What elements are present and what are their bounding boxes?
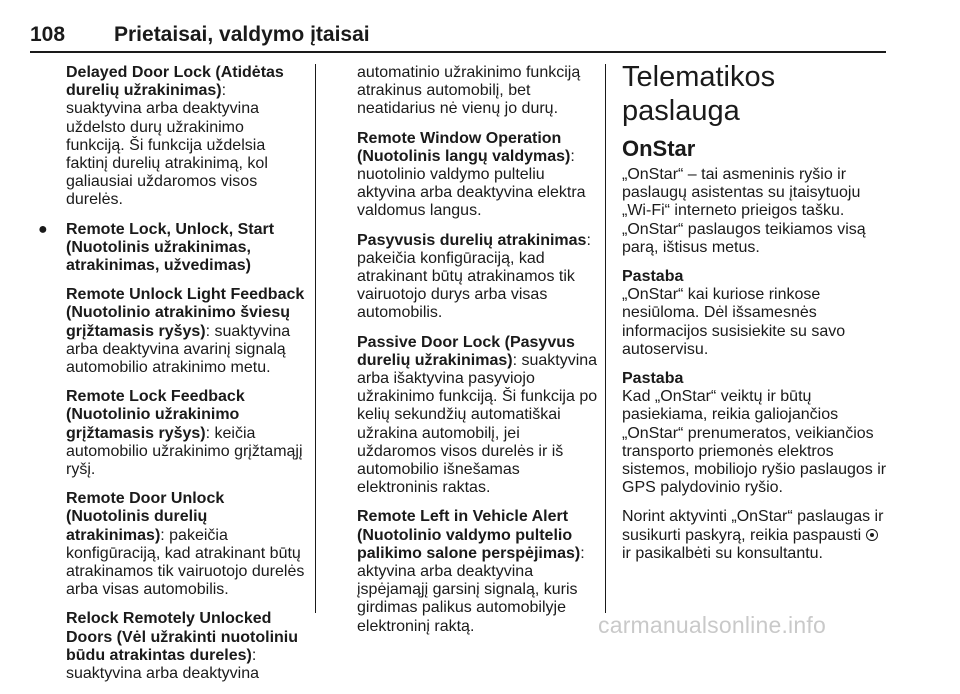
paragraph-delayed-door-lock [66, 64, 306, 210]
note-1 [622, 268, 890, 359]
definition: : pakeičia konfigūraciją, kad atrakinant būtų atrakinamos tik vairuotojo durelės arba visas automobilis. [66, 526, 305, 599]
column-divider-2 [605, 64, 606, 613]
bullet-heading-remote-lock [38, 220, 306, 276]
definition: : keičia automobilio užrakinimo grįžtamąjį ryšį. [66, 424, 303, 479]
chapter-title: Prietaisai, valdymo įtaisai [114, 23, 370, 46]
column-3 [622, 61, 890, 574]
paragraph-remote-lock-feedback [66, 388, 306, 479]
term: Remote Left in Vehicle Alert (Nuotolinio valdymo pulteliо palikimo salone perspėjimas) [357, 508, 581, 562]
bullet-icon: ● [38, 220, 48, 238]
definition: : suaktyvina arba deaktyvina avarinį signalą automobilio atrakinimo metu. [66, 322, 291, 377]
note-title: Pastaba [622, 268, 684, 286]
onstar-button-icon [866, 529, 878, 541]
page-header [30, 21, 886, 53]
term: Remote Door Unlock (Nuotolinis durelių atrakinimas) [66, 490, 225, 544]
paragraph-passive-unlock [357, 232, 600, 323]
definition: : aktyvina arba deaktyvina įspėjamąjį garsinį signalą, kuris girdimas palikus automobilyje elektroninį raktą. [357, 544, 585, 635]
paragraph-activate-onstar [622, 508, 890, 563]
definition: : nuotolinio valdymo pulteliu aktyvina arba deaktyvina elektra valdomus langus. [357, 147, 586, 220]
paragraph-remote-unlock-light [66, 286, 306, 377]
column-2 [357, 64, 600, 647]
column-1 [38, 64, 306, 694]
intro-text: „OnStar“ – tai asmeninis ryšio ir paslaugų asistentas su įtaisytuoju „Wi-Fi“ interneto prieigos tašku. „OnStar“ paslaugos teikiamos visą parą, ištisus metus. [622, 166, 866, 256]
note-text: „OnStar“ kai kuriose rinkose nesiūloma. Dėl išsamesnės informacijos susisiekite su savo autoservisu. [622, 286, 846, 358]
note-title: Pastaba [622, 370, 684, 388]
paragraph-remote-window [357, 130, 600, 221]
paragraph-relock-doors [66, 610, 306, 683]
definition: : pakeičia konfigūraciją, kad atrakinant būtų atrakinamos tik vairuotojo durys arba visas automobilis. [357, 231, 591, 322]
paragraph-onstar-intro [622, 166, 890, 257]
definition: : suaktyvina arba deaktyvina uždelsto durų užrakinimo funkciją. Ši funkcija uždelsia faktinį durelių atrakinimą, kol galiausiai uždaromos visos durelės. [66, 82, 268, 209]
subsection-title: OnStar [622, 136, 696, 161]
term: Passive Door Lock (Pasyvus durelių užrakinimas) [357, 333, 575, 369]
definition: : suaktyvina arba deaktyvina [66, 646, 259, 683]
instruction-text: ir pasikalbėti su konsultantu. [622, 544, 823, 562]
term: Remote Lock Feedback (Nuotolinio užrakinimo grįžtamasis ryšys) [66, 388, 245, 442]
term: Remote Unlock Light Feedback (Nuotolinio atrakinimo šviesų grįžtamasis ryšys) [66, 286, 305, 340]
term: Relock Remotely Unlocked Doors (Vėl užrakinti nuotoliniu būdu atrakintas dureles) [66, 610, 298, 664]
term: Pasyvusis durelių atrakinimas [357, 231, 587, 249]
instruction-text: Norint aktyvinti „OnStar“ paslaugas ir susikurti paskyrą, reikia paspausti [622, 508, 884, 544]
paragraph-left-in-vehicle [357, 508, 600, 635]
term: Remote Window Operation (Nuotolinis langų valdymas) [357, 129, 571, 165]
column-divider-1 [315, 64, 316, 613]
term: Delayed Door Lock (Atidėtas durelių užrakinimas) [66, 64, 284, 100]
note-text: Kad „OnStar“ veiktų ir būtų pasiekiama, reikia galiojančios „OnStar“ prenumeratos, veikiančios transporto priemonės elektros sistemos, mobiliojo ryšio paslaugos ir GPS palydovinio ryšio. [622, 388, 887, 497]
note-2 [622, 370, 890, 497]
page-number: 108 [30, 23, 66, 46]
definition: : suaktyvina arba išaktyvina pasyviojo užrakinimo funkciją. Ši funkcija po kelių sekundžių automatiškai užrakina automobilį, jei uždaromos visos durelės ir iš automobilio išnešamas elektroninis raktas. [357, 351, 598, 497]
watermark: carmanualsonline.info [598, 612, 826, 638]
paragraph-passive-lock [357, 334, 600, 498]
section-title: Telematikos paslauga [622, 61, 776, 127]
definition: automatinio užrakinimo funkciją atrakinus automobilį, bet neatidarius nė vienų jo durų. [357, 64, 581, 118]
section-heading: Remote Lock, Unlock, Start (Nuotolinis užrakinimas, atrakinimas, užvedimas) [66, 220, 275, 275]
paragraph-continued [357, 64, 600, 119]
paragraph-remote-door-unlock [66, 490, 306, 599]
